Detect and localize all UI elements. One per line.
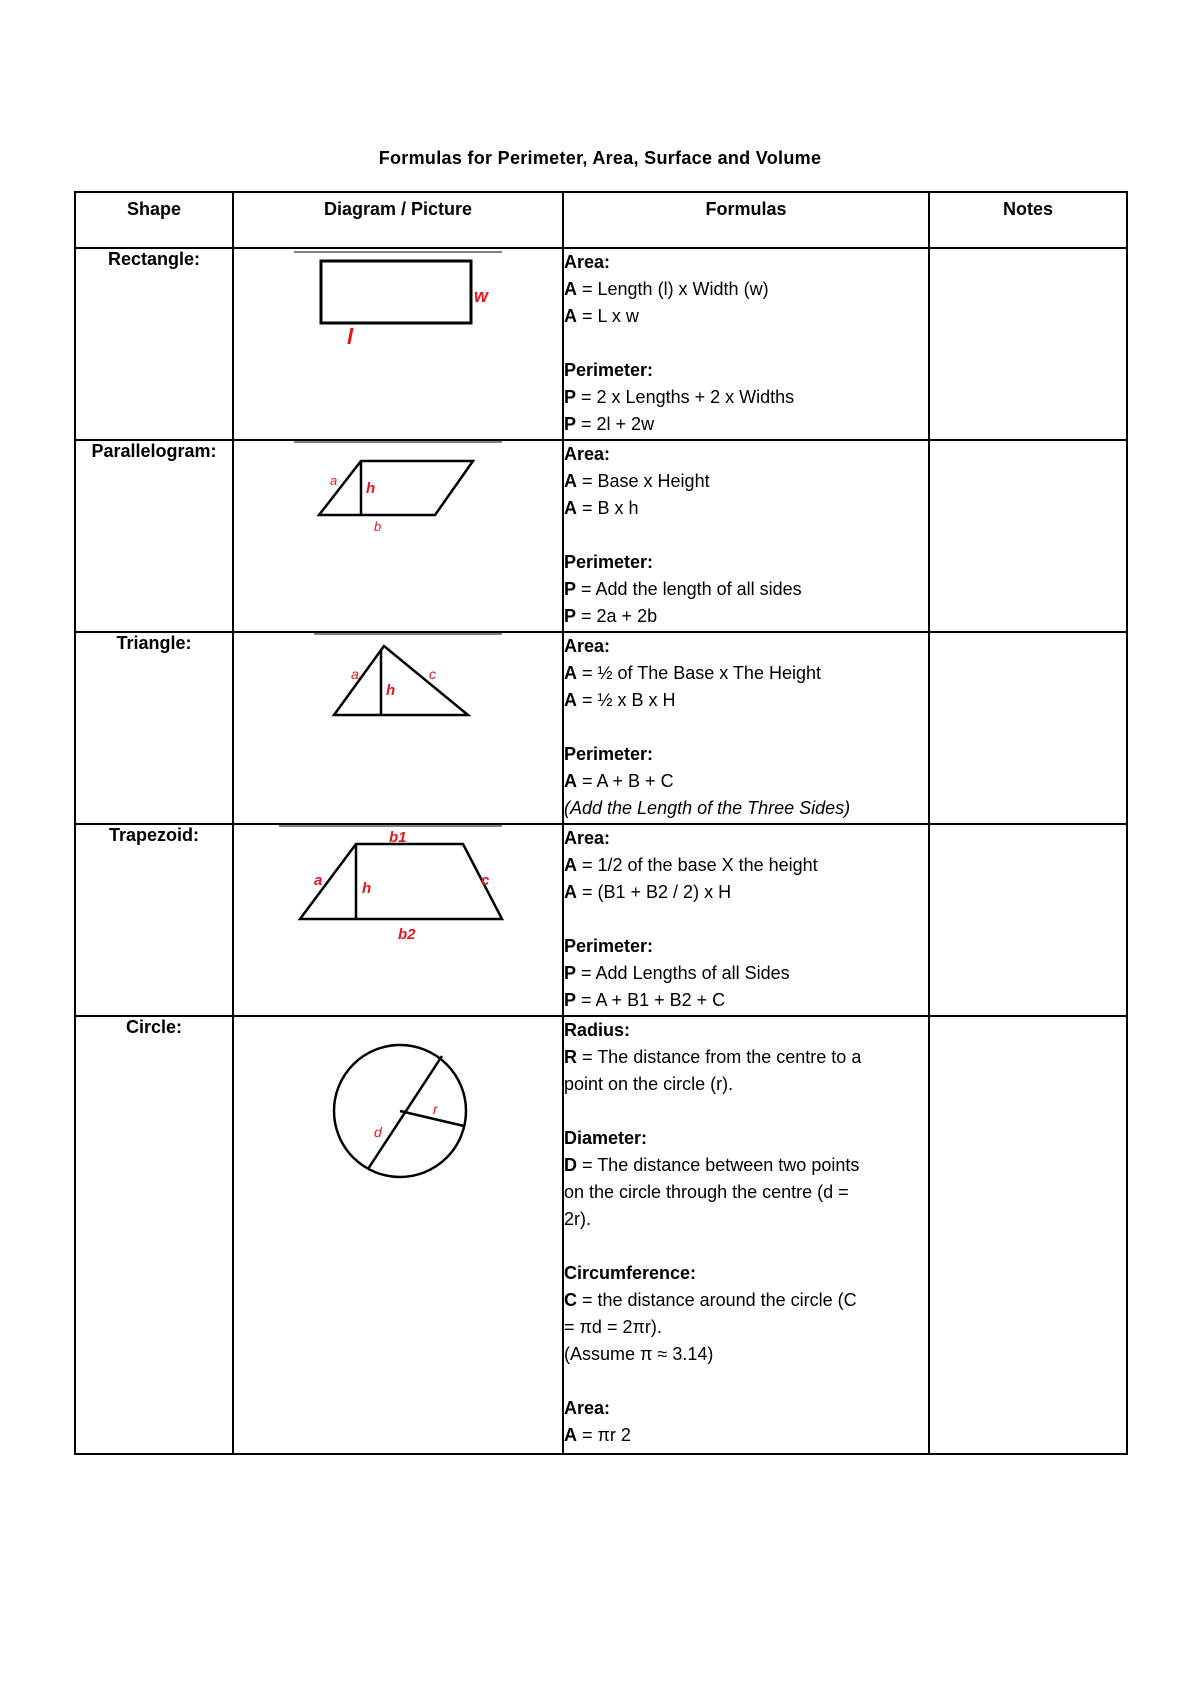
formula-line	[564, 933, 928, 960]
formula-symbol: Area:	[564, 1398, 611, 1418]
formula-line	[564, 549, 928, 576]
header-notes: Notes	[929, 192, 1127, 248]
diagram-parallelogram	[233, 440, 563, 632]
label-c: c	[429, 666, 436, 682]
label-d: d	[374, 1124, 382, 1140]
header-shape: Shape	[75, 192, 233, 248]
formula-line	[564, 987, 928, 1014]
label-a: a	[330, 473, 338, 488]
formula-text: = Length (l) x Width (w)	[577, 279, 769, 299]
label-a: a	[314, 872, 323, 889]
formula-symbol: Area:	[564, 636, 611, 656]
diagram-trapezoid	[233, 824, 563, 1016]
shape-name-triangle: Triangle:	[75, 632, 233, 824]
formula-line	[564, 1368, 928, 1395]
formula-symbol: A	[564, 771, 577, 791]
formula-line	[564, 576, 928, 603]
formula-line	[564, 633, 928, 660]
table-row-rectangle	[75, 248, 1127, 440]
formula-symbol: P	[564, 990, 577, 1010]
formula-line	[564, 1341, 928, 1368]
notes-trapezoid	[929, 824, 1127, 1016]
shape-name-trapezoid: Trapezoid:	[75, 824, 233, 1016]
header-diagram: Diagram / Picture	[233, 192, 563, 248]
label-c: c	[481, 872, 490, 889]
rectangle-diagram	[234, 249, 564, 439]
formula-line	[564, 276, 928, 303]
formula-line	[564, 768, 928, 795]
formula-text: = 2a + 2b	[576, 606, 658, 626]
label-a: a	[351, 666, 359, 682]
label-r: r	[433, 1101, 438, 1117]
formula-line	[564, 1152, 928, 1179]
notes-rectangle	[929, 248, 1127, 440]
shape-name-parallelogram: Parallelogram:	[75, 440, 233, 632]
formula-text: = πd = 2πr).	[564, 1317, 662, 1337]
notes-circle	[929, 1016, 1127, 1454]
circle-diagram	[234, 1017, 564, 1453]
formula-text: = B x h	[577, 498, 639, 518]
diagram-circle	[233, 1016, 563, 1454]
table-row-triangle	[75, 632, 1127, 824]
formula-text: = Base x Height	[577, 471, 710, 491]
formula-text: = A + B + C	[577, 771, 674, 791]
shape-name-circle: Circle:	[75, 1016, 233, 1454]
formula-line	[564, 249, 928, 276]
formula-symbol: A	[564, 471, 577, 491]
formula-symbol: C	[564, 1290, 577, 1310]
formula-line	[564, 411, 928, 438]
formula-line	[564, 660, 928, 687]
formula-line	[564, 495, 928, 522]
formula-text: 2r).	[564, 1209, 591, 1229]
label-h: h	[362, 880, 372, 897]
formula-text: on the circle through the centre (d =	[564, 1182, 849, 1202]
formula-symbol: P	[564, 606, 577, 626]
formula-text: = πr 2	[577, 1425, 631, 1445]
formula-symbol: A	[564, 498, 577, 518]
formula-symbol: Area:	[564, 828, 611, 848]
formula-line	[564, 960, 928, 987]
formulas-parallelogram	[563, 440, 929, 632]
formula-line	[564, 1017, 928, 1044]
formula-symbol: P	[564, 387, 577, 407]
formula-line	[564, 1287, 928, 1314]
formula-symbol: Area:	[564, 444, 611, 464]
formula-note: (Add the Length of the Three Sides)	[564, 798, 851, 818]
formulas-triangle	[563, 632, 929, 824]
trapezoid-diagram	[234, 825, 564, 1015]
formula-line	[564, 441, 928, 468]
formula-text: point on the circle (r).	[564, 1074, 734, 1094]
formula-symbol: A	[564, 279, 577, 299]
formula-line	[564, 825, 928, 852]
label-b2: b2	[398, 926, 416, 943]
formula-line	[564, 1071, 928, 1098]
formula-text: = 2 x Lengths + 2 x Widths	[576, 387, 795, 407]
label-l: l	[347, 324, 354, 349]
formula-symbol: Perimeter:	[564, 360, 654, 380]
formula-symbol: Perimeter:	[564, 744, 654, 764]
formula-line	[564, 1314, 928, 1341]
header-formulas: Formulas	[563, 192, 929, 248]
formula-line	[564, 879, 928, 906]
table-row-parallelogram	[75, 440, 1127, 632]
formula-symbol: Perimeter:	[564, 552, 654, 572]
formula-symbol: Radius:	[564, 1020, 631, 1040]
formula-text: = The distance from the centre to a	[577, 1047, 862, 1067]
formula-text: = L x w	[577, 306, 639, 326]
formula-symbol: Area:	[564, 252, 611, 272]
formula-line	[564, 1206, 928, 1233]
table-header-row	[75, 192, 1127, 248]
formula-line	[564, 795, 928, 822]
notes-triangle	[929, 632, 1127, 824]
table-row-trapezoid	[75, 824, 1127, 1016]
formulas-trapezoid	[563, 824, 929, 1016]
notes-parallelogram	[929, 440, 1127, 632]
diagram-triangle	[233, 632, 563, 824]
formula-text: = The distance between two points	[577, 1155, 860, 1175]
formula-text: = the distance around the circle (C	[577, 1290, 857, 1310]
formula-text: = Add the length of all sides	[576, 579, 802, 599]
formula-line	[564, 303, 928, 330]
parallelogram-diagram	[234, 441, 564, 631]
formula-line	[564, 687, 928, 714]
formula-text: = ½ x B x H	[577, 690, 676, 710]
formula-symbol: P	[564, 963, 577, 983]
parallelogram-shape	[319, 461, 473, 515]
formula-line	[564, 1395, 928, 1422]
formula-symbol: P	[564, 579, 577, 599]
formula-symbol: Circumference:	[564, 1263, 697, 1283]
page-title: Formulas for Perimeter, Area, Surface and Volume	[378, 148, 822, 168]
formula-line	[564, 1233, 928, 1260]
formula-symbol: A	[564, 306, 577, 326]
formula-line	[564, 1098, 928, 1125]
formula-line	[564, 384, 928, 411]
formula-text: = A + B1 + B2 + C	[576, 990, 726, 1010]
formula-line	[564, 603, 928, 630]
formula-symbol: A	[564, 1425, 577, 1445]
formula-line	[564, 522, 928, 549]
rectangle-shape	[321, 261, 471, 323]
label-w: w	[474, 286, 489, 306]
formula-text: (Assume π ≈ 3.14)	[564, 1344, 714, 1364]
formula-line	[564, 357, 928, 384]
formula-line	[564, 714, 928, 741]
formula-symbol: P	[564, 414, 577, 434]
formula-text: = ½ of The Base x The Height	[577, 663, 821, 683]
diagram-rectangle	[233, 248, 563, 440]
formula-line	[564, 468, 928, 495]
formula-line	[564, 852, 928, 879]
label-b1: b1	[389, 829, 407, 846]
formula-symbol: A	[564, 882, 577, 902]
formula-text: = Add Lengths of all Sides	[576, 963, 790, 983]
formula-line	[564, 1179, 928, 1206]
radius-line	[400, 1111, 464, 1126]
formula-text: = 1/2 of the base X the height	[577, 855, 818, 875]
formula-symbol: A	[564, 690, 577, 710]
formulas-rectangle	[563, 248, 929, 440]
label-h: h	[386, 682, 396, 699]
formula-symbol: A	[564, 663, 577, 683]
formula-line	[564, 1260, 928, 1287]
formulas-circle	[563, 1016, 929, 1454]
formula-symbol: A	[564, 855, 577, 875]
trapezoid-shape	[300, 844, 502, 919]
formula-symbol: D	[564, 1155, 577, 1175]
label-h: h	[366, 480, 376, 497]
formula-line	[564, 741, 928, 768]
formula-symbol: R	[564, 1047, 577, 1067]
formula-line	[564, 906, 928, 933]
formula-line	[564, 1422, 928, 1449]
formula-text: = 2l + 2w	[576, 414, 655, 434]
formula-symbol: Perimeter:	[564, 936, 654, 956]
formula-symbol: Diameter:	[564, 1128, 648, 1148]
formula-table	[74, 191, 1128, 1455]
triangle-diagram	[234, 633, 564, 823]
formula-line	[564, 1044, 928, 1071]
shape-name-rectangle: Rectangle:	[75, 248, 233, 440]
table-row-circle	[75, 1016, 1127, 1454]
label-b: b	[374, 519, 382, 534]
formula-text: = (B1 + B2 / 2) x H	[577, 882, 732, 902]
formula-line	[564, 1125, 928, 1152]
formula-line	[564, 330, 928, 357]
